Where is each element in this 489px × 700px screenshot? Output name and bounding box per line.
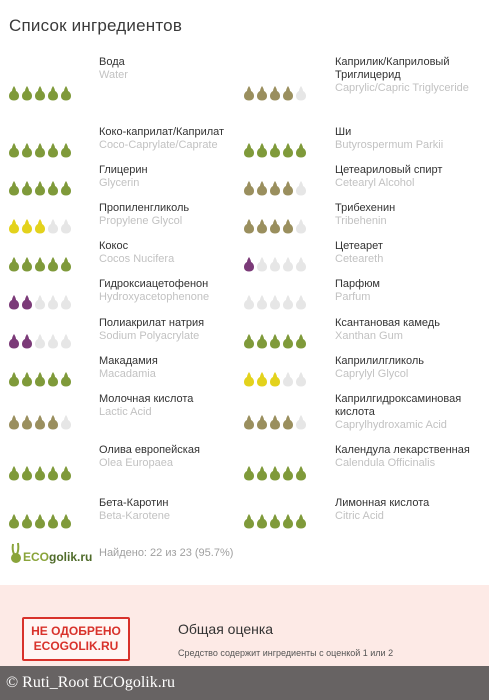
- rating-drops: [8, 513, 72, 529]
- rating-drop-icon: [60, 142, 72, 158]
- rating-drop-icon: [34, 218, 46, 234]
- rating-drop-icon: [34, 465, 46, 481]
- rating-drop-icon: [21, 371, 33, 387]
- rating-drop-icon: [60, 180, 72, 196]
- ingredient-item[interactable]: [99, 164, 249, 190]
- rating-drop-icon: [34, 256, 46, 272]
- rating-drop-icon: [256, 414, 268, 430]
- rating-drops: [243, 414, 307, 430]
- rating-drop-icon: [34, 333, 46, 349]
- rating-drop-icon: [21, 142, 33, 158]
- ingredient-name-latin: Macadamia: [99, 368, 156, 380]
- ingredient-name-latin: Citric Acid: [335, 510, 384, 522]
- rating-drop-icon: [60, 414, 72, 430]
- rating-drop-icon: [269, 256, 281, 272]
- rating-drop-icon: [243, 180, 255, 196]
- rating-drop-icon: [256, 371, 268, 387]
- rating-drop-icon: [269, 294, 281, 310]
- rating-drop-icon: [60, 294, 72, 310]
- rating-drops: [8, 414, 72, 430]
- ingredient-name-ru: Пропиленгликоль: [99, 202, 190, 214]
- ingredient-name-ru: Цетеариловый спирт: [335, 164, 443, 176]
- rating-drop-icon: [8, 513, 20, 529]
- rating-drop-icon: [21, 465, 33, 481]
- rating-drop-icon: [243, 414, 255, 430]
- rating-drop-icon: [34, 180, 46, 196]
- rating-drop-icon: [269, 465, 281, 481]
- rating-drops: [243, 256, 307, 272]
- ingredient-name-latin: Tribehenin: [335, 215, 387, 227]
- rating-drop-icon: [282, 371, 294, 387]
- rating-drop-icon: [47, 180, 59, 196]
- rating-drop-icon: [8, 294, 20, 310]
- ingredient-item[interactable]: [99, 126, 249, 152]
- ingredient-name-ru: Ши: [335, 126, 352, 138]
- rating-drop-icon: [8, 465, 20, 481]
- rating-drop-icon: [21, 218, 33, 234]
- rating-drop-icon: [8, 180, 20, 196]
- rating-drop-icon: [21, 85, 33, 101]
- ingredient-name-ru: Бета-Каротин: [99, 497, 169, 509]
- rating-drop-icon: [269, 513, 281, 529]
- rating-drop-icon: [8, 218, 20, 234]
- rating-drop-icon: [47, 294, 59, 310]
- rating-drop-icon: [60, 333, 72, 349]
- ingredient-name-latin: Water: [99, 69, 128, 81]
- ingredient-name-latin: Beta-Karotene: [99, 510, 170, 522]
- rating-drop-icon: [256, 85, 268, 101]
- rating-drop-icon: [243, 218, 255, 234]
- rating-drops: [8, 256, 72, 272]
- rating-drop-icon: [243, 256, 255, 272]
- rating-drop-icon: [47, 333, 59, 349]
- rating-drop-icon: [295, 414, 307, 430]
- ingredient-item[interactable]: [99, 393, 249, 419]
- rating-drop-icon: [269, 218, 281, 234]
- ingredient-name-ru: Каприлилгликоль: [335, 355, 425, 367]
- rating-drop-icon: [21, 414, 33, 430]
- ingredient-item[interactable]: [99, 317, 249, 343]
- rating-drop-icon: [256, 294, 268, 310]
- ingredient-name-latin: Calendula Officinalis: [335, 457, 436, 469]
- rating-drop-icon: [8, 85, 20, 101]
- ingredient-name-latin: Ceteareth: [335, 253, 384, 265]
- rating-drop-icon: [34, 85, 46, 101]
- ingredient-item[interactable]: [99, 497, 249, 523]
- rating-drop-icon: [256, 142, 268, 158]
- rating-drop-icon: [34, 371, 46, 387]
- ingredient-name-ru: Цетеарет: [335, 240, 383, 252]
- ingredient-name-latin: Coco-Caprylate/Caprate: [99, 139, 218, 151]
- rating-drops: [243, 465, 307, 481]
- ingredient-name-latin: Caprylyl Glycol: [335, 368, 409, 380]
- ingredient-name-ru: Гидроксиацетофенон: [99, 278, 209, 290]
- ingredient-name-latin: Parfum: [335, 291, 371, 303]
- rating-drop-icon: [34, 513, 46, 529]
- rating-drop-icon: [282, 333, 294, 349]
- rating-drops: [243, 180, 307, 196]
- ingredient-name-latin: Caprylhydroxamic Acid: [335, 419, 447, 431]
- ingredient-item[interactable]: [335, 126, 485, 152]
- rating-drop-icon: [282, 465, 294, 481]
- rating-drop-icon: [60, 513, 72, 529]
- rating-drop-icon: [60, 218, 72, 234]
- rating-drop-icon: [8, 256, 20, 272]
- rating-drop-icon: [243, 85, 255, 101]
- ingredient-item[interactable]: [335, 317, 485, 343]
- rating-drop-icon: [8, 142, 20, 158]
- rating-drop-icon: [295, 256, 307, 272]
- rating-drop-icon: [47, 465, 59, 481]
- rating-drop-icon: [243, 294, 255, 310]
- rating-drop-icon: [256, 218, 268, 234]
- rating-drop-icon: [47, 256, 59, 272]
- rating-drops: [8, 294, 72, 310]
- ingredient-name-ru: Лимонная кислота: [335, 497, 430, 509]
- ingredient-item[interactable]: [99, 278, 249, 304]
- rating-drop-icon: [295, 180, 307, 196]
- rating-drop-icon: [60, 371, 72, 387]
- rating-drop-icon: [34, 294, 46, 310]
- ingredient-name-ru: Каприлик/Каприловый Триглицерид: [335, 56, 450, 81]
- ecogolik-logo[interactable]: [9, 540, 92, 564]
- rating-drop-icon: [47, 85, 59, 101]
- rating-drop-icon: [256, 256, 268, 272]
- ingredient-name-ru: Полиакрилат натрия: [99, 317, 205, 329]
- ingredient-item[interactable]: [99, 202, 249, 228]
- rating-drop-icon: [243, 371, 255, 387]
- rating-drop-icon: [60, 85, 72, 101]
- rating-drop-icon: [21, 256, 33, 272]
- rating-drop-icon: [295, 142, 307, 158]
- rating-drop-icon: [256, 333, 268, 349]
- ingredient-name-latin: Olea Europaea: [99, 457, 173, 469]
- rating-drop-icon: [47, 371, 59, 387]
- ingredient-item[interactable]: [99, 56, 249, 82]
- rating-drop-icon: [269, 371, 281, 387]
- rating-drop-icon: [269, 85, 281, 101]
- rating-drop-icon: [295, 294, 307, 310]
- ingredient-name-ru: Молочная кислота: [99, 393, 194, 405]
- ingredient-name-ru: Ксантановая камедь: [335, 317, 440, 329]
- rating-drop-icon: [47, 218, 59, 234]
- ingredient-name-latin: Lactic Acid: [99, 406, 152, 418]
- overall-title: Общая оценка: [178, 621, 274, 637]
- rating-drop-icon: [21, 513, 33, 529]
- ingredient-name-ru: Глицерин: [99, 164, 148, 176]
- rating-drop-icon: [269, 414, 281, 430]
- ingredient-name-ru: Макадамия: [99, 355, 158, 367]
- rating-drops: [8, 465, 72, 481]
- rating-drop-icon: [243, 142, 255, 158]
- rating-drops: [243, 218, 307, 234]
- rating-drop-icon: [282, 218, 294, 234]
- ingredient-name-ru: Коко-каприлат/Каприлат: [99, 126, 225, 138]
- ingredient-name-latin: Glycerin: [99, 177, 140, 189]
- ingredient-item[interactable]: [335, 56, 485, 95]
- rating-drop-icon: [282, 142, 294, 158]
- rating-drop-icon: [282, 180, 294, 196]
- rating-drop-icon: [295, 371, 307, 387]
- rating-drop-icon: [243, 333, 255, 349]
- rating-drop-icon: [282, 513, 294, 529]
- ingredient-name-latin: Caprylic/Capric Triglyceride: [335, 82, 469, 94]
- rating-drops: [8, 85, 72, 101]
- logo-text: ECOgolik.ru: [23, 550, 93, 564]
- ingredient-name-latin: Sodium Polyacrylate: [99, 330, 200, 342]
- rating-drop-icon: [60, 465, 72, 481]
- ingredient-name-latin: Propylene Glycol: [99, 215, 183, 227]
- rating-drops: [8, 218, 72, 234]
- overall-description: Средство содержит ингредиенты с оценкой 1 или 2: [178, 648, 394, 658]
- rating-drop-icon: [269, 142, 281, 158]
- rating-drop-icon: [295, 513, 307, 529]
- ingredient-name-latin: Hydroxyacetophenone: [99, 291, 210, 303]
- rating-drop-icon: [282, 414, 294, 430]
- rating-drop-icon: [295, 85, 307, 101]
- ingredient-name-ru: Вода: [99, 56, 125, 68]
- found-count: Найдено: 22 из 23 (95.7%): [99, 547, 234, 559]
- rating-drop-icon: [34, 414, 46, 430]
- rating-drop-icon: [21, 180, 33, 196]
- ingredient-name-ru: Олива европейская: [99, 444, 200, 456]
- rabbit-logo-icon: [9, 542, 23, 564]
- rating-drop-icon: [256, 180, 268, 196]
- ingredient-item[interactable]: [99, 444, 249, 470]
- rating-drop-icon: [295, 465, 307, 481]
- ingredient-name-latin: Butyrospermum Parkii: [335, 139, 444, 151]
- ingredient-name-latin: Xanthan Gum: [335, 330, 403, 342]
- rating-drops: [8, 371, 72, 387]
- ingredient-item[interactable]: [335, 202, 485, 228]
- rating-drop-icon: [243, 513, 255, 529]
- rating-drop-icon: [295, 218, 307, 234]
- ingredient-name-ru: Каприлгидроксаминовая кислота: [335, 393, 462, 418]
- ingredient-name-ru: Трибехенин: [335, 202, 396, 214]
- rating-drop-icon: [295, 333, 307, 349]
- rating-drop-icon: [47, 414, 59, 430]
- rating-drops: [243, 333, 307, 349]
- rating-drops: [243, 294, 307, 310]
- rating-drop-icon: [282, 85, 294, 101]
- rating-drop-icon: [8, 371, 20, 387]
- ingredient-name-latin: Cetearyl Alcohol: [335, 177, 415, 189]
- rating-drop-icon: [282, 294, 294, 310]
- ingredient-item[interactable]: [335, 278, 485, 304]
- rating-drop-icon: [269, 333, 281, 349]
- rating-drop-icon: [256, 465, 268, 481]
- rating-drop-icon: [256, 513, 268, 529]
- not-approved-stamp: НЕ ОДОБРЕНО ECOGOLIK.RU: [22, 617, 130, 661]
- rating-drop-icon: [60, 256, 72, 272]
- page-title: Список ингредиентов: [9, 16, 183, 35]
- ingredient-name-ru: Парфюм: [335, 278, 380, 290]
- rating-drops: [243, 371, 307, 387]
- rating-drops: [243, 513, 307, 529]
- rating-drop-icon: [21, 294, 33, 310]
- ingredient-item[interactable]: [335, 497, 485, 523]
- rating-drop-icon: [8, 333, 20, 349]
- ingredient-item[interactable]: [99, 355, 249, 381]
- rating-drops: [8, 142, 72, 158]
- ingredient-item[interactable]: [335, 164, 485, 190]
- rating-drop-icon: [21, 333, 33, 349]
- ingredient-item[interactable]: [335, 240, 485, 266]
- rating-drops: [243, 142, 307, 158]
- rating-drop-icon: [243, 465, 255, 481]
- ingredient-item[interactable]: [99, 240, 249, 266]
- rating-drops: [243, 85, 307, 101]
- ingredient-item[interactable]: [335, 355, 485, 381]
- watermark: © Ruti_Root ECOgolik.ru: [0, 666, 489, 700]
- ingredient-name-latin: Cocos Nucifera: [99, 253, 175, 265]
- ingredient-name-ru: Кокос: [99, 240, 129, 252]
- rating-drop-icon: [269, 180, 281, 196]
- rating-drop-icon: [34, 142, 46, 158]
- ingredient-item[interactable]: [335, 393, 485, 432]
- rating-drop-icon: [47, 142, 59, 158]
- ingredient-name-ru: Календула лекарственная: [335, 444, 470, 456]
- rating-drops: [8, 333, 72, 349]
- rating-drop-icon: [8, 414, 20, 430]
- rating-drop-icon: [47, 513, 59, 529]
- rating-drops: [8, 180, 72, 196]
- rating-drop-icon: [282, 256, 294, 272]
- ingredient-item[interactable]: [335, 444, 485, 470]
